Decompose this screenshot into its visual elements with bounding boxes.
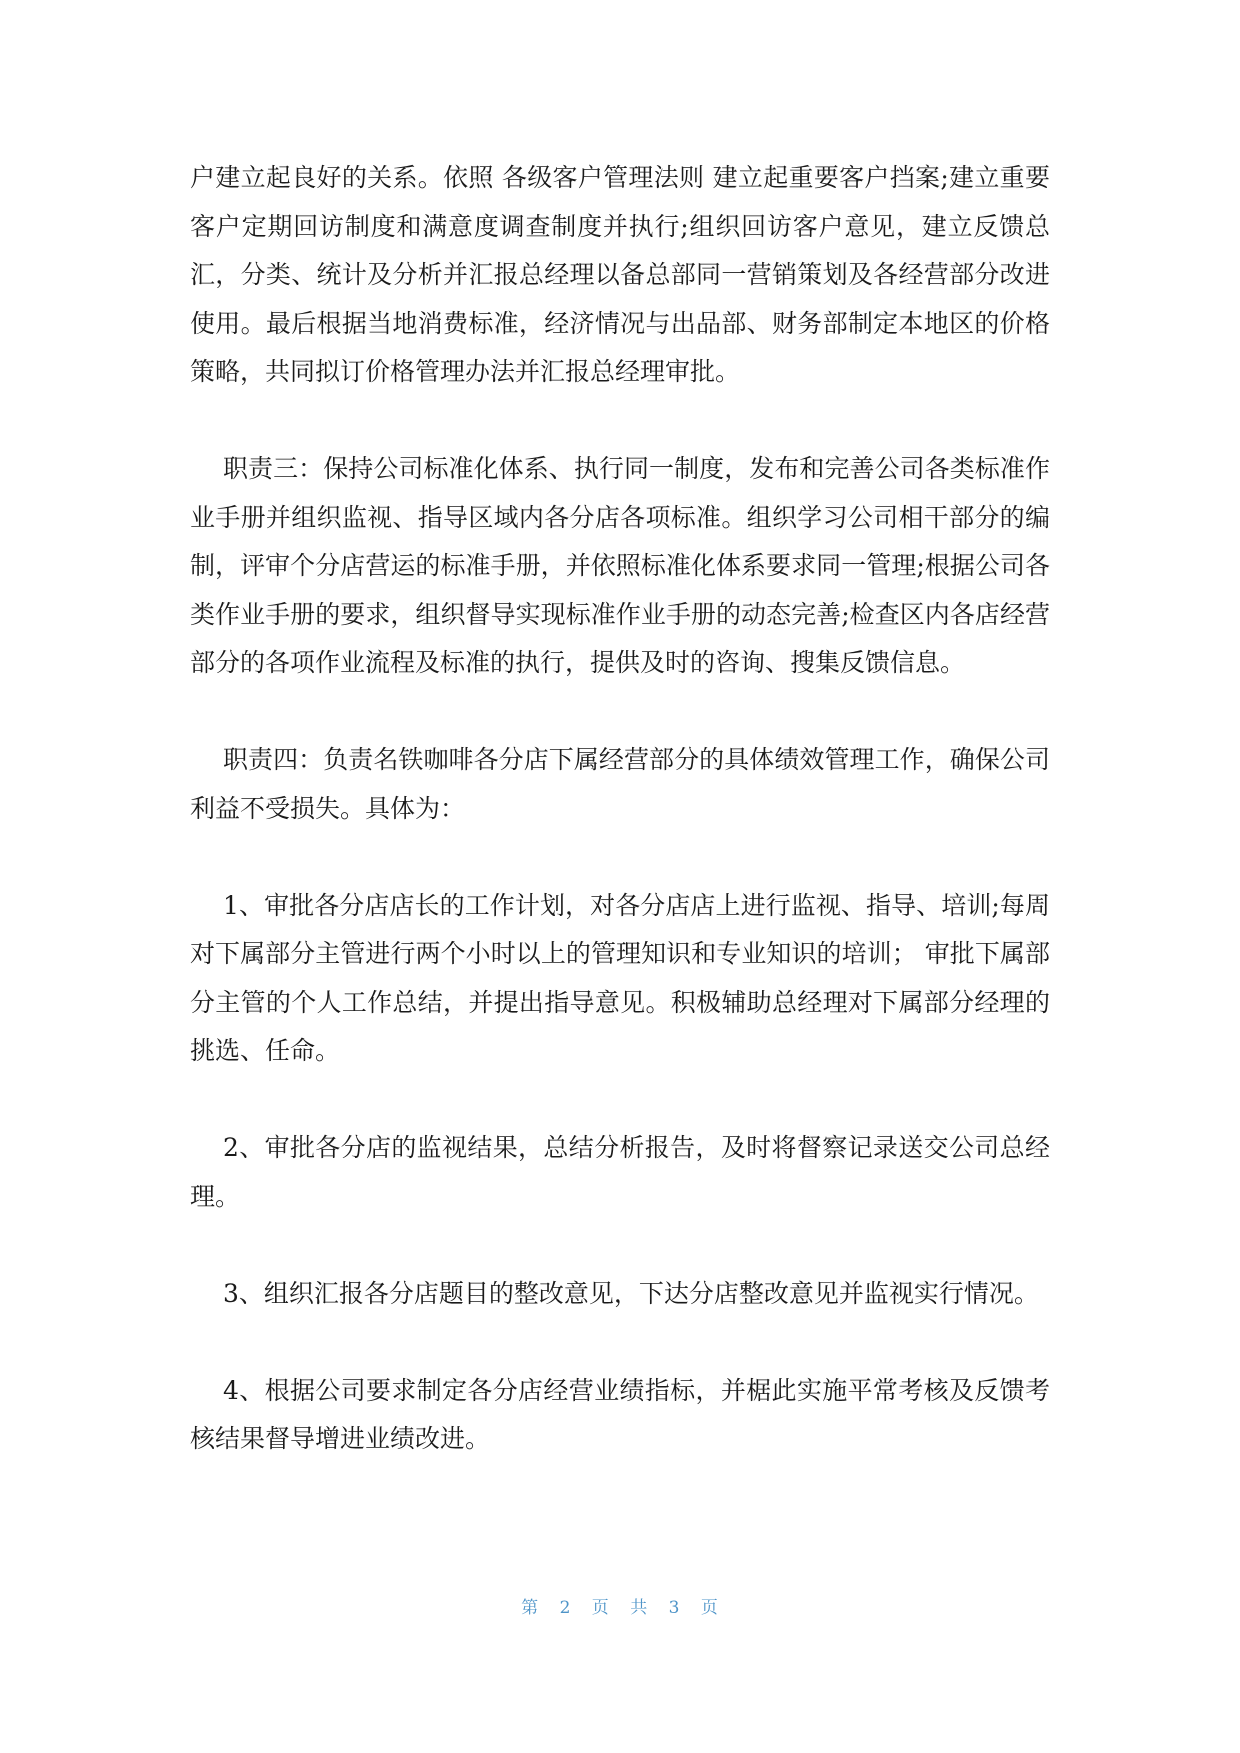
text-line: 汇，分类、统计及分析并汇报总经理以备总部同一营销策划及各经营部分改进: [190, 260, 1050, 289]
text-line: 业手册并组织监视、指导区域内各分店各项标准。组织学习公司相干部分的编: [190, 502, 1050, 532]
text-line: 理。: [190, 1181, 241, 1211]
text-line: 部分的各项作业流程及标准的执行，提供及时的咨询、搜集反馈信息。: [190, 648, 966, 677]
text-line: 挑选、任命。: [190, 1036, 341, 1065]
paragraph: [190, 1270, 1050, 1319]
paragraph: [190, 1367, 1050, 1464]
text-line: 4、根据公司要求制定各分店经营业绩指标，并椐此实施平常考核及反馈考: [223, 1375, 1050, 1405]
page-footer: [0, 1596, 1240, 1620]
text-content: [190, 154, 1050, 1464]
text-line: 策略，共同拟订价格管理办法并汇报总经理审批。: [190, 357, 741, 386]
text-line: 类作业手册的要求，组织督导实现标准作业手册的动态完善;检查区内各店经营: [190, 599, 1050, 629]
text-line: 使用。最后根据当地消费标准，经济情况与出品部、财务部制定本地区的价格: [190, 308, 1050, 338]
text-line: 核结果督导增进业绩改进。: [190, 1424, 491, 1453]
paragraph: [190, 154, 1050, 397]
paragraph: [190, 1124, 1050, 1221]
text-line: 职责四：负责名铁咖啡各分店下属经营部分的具体绩效管理工作，确保公司: [223, 745, 1050, 774]
text-line: 客户定期回访制度和满意度调查制度并执行;组织回访客户意见，建立反馈总: [190, 211, 1050, 241]
paragraph: [190, 445, 1050, 688]
text-line: 1、审批各分店店长的工作计划，对各分店店上进行监视、指导、培训;每周: [223, 890, 1050, 920]
text-line: 3、组织汇报各分店题目的整改意见，下达分店整改意见并监视实行情况。: [223, 1278, 1039, 1308]
page-number-label: 第 2 页 共 3 页: [521, 1598, 719, 1618]
paragraph: [190, 882, 1050, 1076]
paragraph: [190, 736, 1050, 833]
text-line: 制，评审个分店营运的标准手册，并依照标准化体系要求同一管理;根据公司各: [190, 551, 1050, 580]
text-line: 职责三：保持公司标准化体系、执行同一制度，发布和完善公司各类标准作: [223, 454, 1050, 483]
text-line: 分主管的个人工作总结，并提出指导意见。积极辅助总经理对下属部分经理的: [190, 987, 1050, 1017]
text-line: 利益不受损失。具体为：: [190, 793, 466, 823]
text-line: 户建立起良好的关系。依照 各级客户管理法则 建立起重要客户挡案;建立重要: [190, 163, 1050, 192]
text-line: 对下属部分主管进行两个小时以上的管理知识和专业知识的培训； 审批下属部: [190, 939, 1050, 968]
text-line: 2、审批各分店的监视结果，总结分析报告，及时将督察记录送交公司总经: [223, 1133, 1050, 1162]
